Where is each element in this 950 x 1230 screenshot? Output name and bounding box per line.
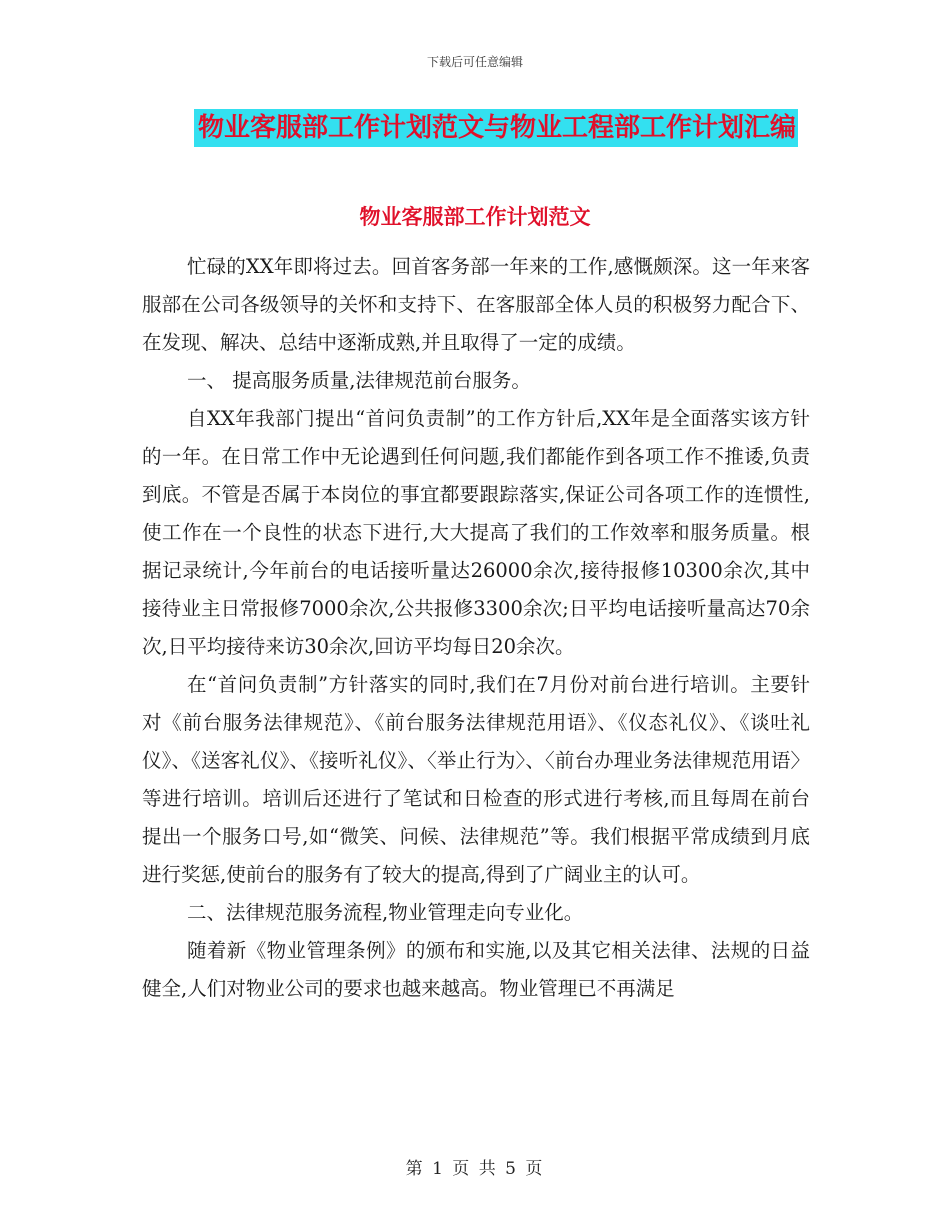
section-title: 物业客服部工作计划范文 (359, 204, 591, 229)
document-title: 物业客服部工作计划范文与物业工程部工作计划汇编 (194, 109, 798, 147)
paragraph: 在“首问负责制”方针落实的同时,我们在7月份对前台进行培训。主要针对《前台服务法律规范》、《前台服务法律规范用语》、《仪态礼仪》、《谈吐礼仪》、《送客礼仪》、《接听礼仪》、〈举止行为〉、〈前台办理业务法律规范用语〉等进行培训。培训后还进行了笔试和日检查的形式进行考核,而且每周在前台提出一个服务口号,如“微笑、问候、法律规范”等。我们根据平常成绩到月底进行奖惩,使前台的服务有了较大的提高,得到了广阔业主的认可。 (142, 673, 810, 886)
page-footer: 第 1 页 共 5 页 (405, 1159, 545, 1179)
document-body (142, 248, 810, 1008)
section-heading: 一、 提高服务质量,法律规范前台服务。 (187, 369, 531, 392)
paragraph: 自XX年我部门提出“首问负责制”的工作方针后,XX年是全面落实该方针的一年。在日常工作中无论遇到任何问题,我们都能作到各项工作不推诿,负责到底。不管是否属于本岗位的事宜都要跟踪落实,保证公司各项工作的连惯性,使工作在一个良性的状态下进行,大大提高了我们的工作效率和服务质量。根据记录统计,今年前台的电话接听量达26000余次,接待报修10300余次,其中接待业主日常报修7000余次,公共报修3300余次;日平均电话接听量高达70余次,日平均接待来访30余次,回访平均每日20余次。 (142, 407, 810, 658)
section-heading: 二、法律规范服务流程,物业管理走向专业化。 (187, 901, 584, 924)
paragraph: 忙碌的XX年即将过去。回首客务部一年来的工作,感慨颇深。这一年来客服部在公司各级领导的关怀和支持下、在客服部全体人员的积极努力配合下、在发现、解决、总结中逐渐成熟,并且取得了一定的成绩。 (142, 255, 810, 354)
paragraph: 随着新《物业管理条例》的颁布和实施,以及其它相关法律、法规的日益健全,人们对物业公司的要求也越来越高。物业管理已不再满足 (142, 939, 810, 1000)
document-title-container (0, 109, 950, 147)
page-header-note: 下载后可任意编辑 (426, 55, 523, 69)
